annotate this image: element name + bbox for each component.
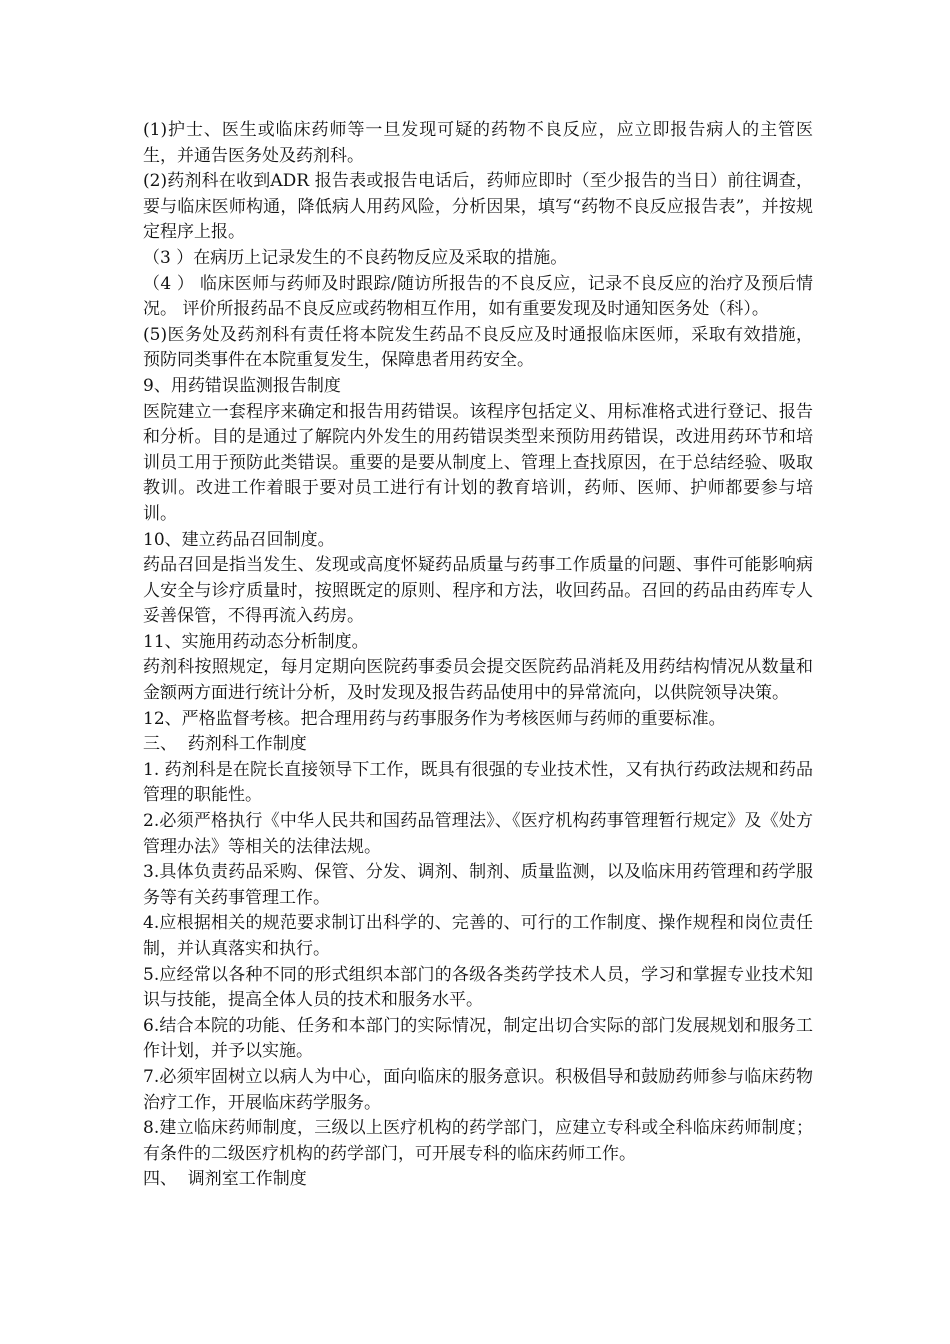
heading-medication-error: 9、用药错误监测报告制度 bbox=[143, 375, 341, 396]
pharmacy-rule-5: 5.应经常以各种不同的形式组织本部门的各级各类药学技术人员，学习和掌握专业技术知识与技能，提高全体人员的技术和服务水平。 bbox=[143, 964, 813, 1011]
pharmacy-rule-4: 4.应根据相关的规范要求制订出科学的、完善的、可行的工作制度、操作规程和岗位责任制，并认真落实和执行。 bbox=[143, 913, 813, 959]
section-heading-pharmacy-rules: 三、 药剂科工作制度 bbox=[143, 734, 307, 755]
pharmacy-rule-1: 1. 药剂科是在院长直接领导下工作，既具有很强的专业技术性，又有执行药政法规和药品管理的职能性。 bbox=[143, 759, 813, 806]
paragraph-drug-recall: 药品召回是指当发生、发现或高度怀疑药品质量与药事工作质量的问题、事件可能影响病人安全与诊疗质量时，按照既定的原则、程序和方法，收回药品。召回的药品由药库专人妥善保管，不得再流入药房。 bbox=[143, 555, 813, 627]
paragraph-adr-step-5: (5)医务处及药剂科有责任将本院发生药品不良反应及时通报临床医师，采取有效措施，预防同类事件在本院重复发生，保障患者用药安全。 bbox=[143, 324, 813, 371]
paragraph-adr-step-4: （4 ） 临床医师与药师及时跟踪/随访所报告的不良反应，记录不良反应的治疗及预后情况。 评价所报药品不良反应或药物相互作用，如有重要发现及时通知医务处（科）。 bbox=[143, 273, 813, 320]
pharmacy-rule-6: 6.结合本院的功能、任务和本部门的实际情况，制定出切合实际的部门发展规划和服务工作计划，并予以实施。 bbox=[143, 1015, 813, 1062]
paragraph-dynamic-analysis: 药剂科按照规定，每月定期向医院药事委员会提交医院药品消耗及用药结构情况从数量和金额两方面进行统计分析，及时发现及报告药品使用中的异常流向，以供院领导决策。 bbox=[143, 657, 813, 704]
heading-drug-recall: 10、建立药品召回制度。 bbox=[143, 529, 335, 550]
pharmacy-rule-8: 8.建立临床药师制度，三级以上医疗机构的药学部门，应建立专科或全科临床药师制度；有条件的二级医疗机构的药学部门，可开展专科的临床药师工作。 bbox=[143, 1118, 813, 1164]
paragraph-adr-step-3: （3 ）在病历上记录发生的不良药物反应及采取的措施。 bbox=[143, 247, 568, 268]
heading-supervision: 12、严格监督考核。把合理用药与药事服务作为考核医师与药师的重要标准。 bbox=[143, 708, 726, 729]
pharmacy-rule-3: 3.具体负责药品采购、保管、分发、调剂、制剂、质量监测，以及临床用药管理和药学服务等有关药事管理工作。 bbox=[143, 862, 813, 908]
section-heading-dispensary-rules: 四、 调剂室工作制度 bbox=[143, 1169, 307, 1190]
paragraph-adr-step-1: (1)护士、医生或临床药师等一旦发现可疑的药物不良反应，应立即报告病人的主管医生，并通告医务处及药剂科。 bbox=[143, 120, 813, 166]
document-page bbox=[143, 118, 813, 1193]
heading-dynamic-analysis: 11、实施用药动态分析制度。 bbox=[143, 631, 369, 652]
paragraph-adr-step-2: (2)药剂科在收到ADR 报告表或报告电话后，药师应即时（至少报告的当日）前往调查，要与临床医师构通，降低病人用药风险，分析因果，填写“药物不良反应报告表”，并按规定程序上报。 bbox=[143, 171, 813, 243]
paragraph-medication-error: 医院建立一套程序来确定和报告用药错误。该程序包括定义、用标准格式进行登记、报告和分析。目的是通过了解院内外发生的用药错误类型来预防用药错误，改进用药环节和培训员工用于预防此类错误。重要的是要从制度上、管理上查找原因，在于总结经验、吸取教训。改进工作着眼于要对员工进行有计划的教育培训，药师、医师、护师都要参与培训。 bbox=[143, 401, 813, 524]
pharmacy-rule-7: 7.必须牢固树立以病人为中心，面向临床的服务意识。积极倡导和鼓励药师参与临床药物治疗工作，开展临床药学服务。 bbox=[143, 1066, 813, 1113]
pharmacy-rule-2: 2.必须严格执行《中华人民共和国药品管理法》、《医疗机构药事管理暂行规定》及《处方管理办法》等相关的法律法规。 bbox=[143, 811, 813, 857]
